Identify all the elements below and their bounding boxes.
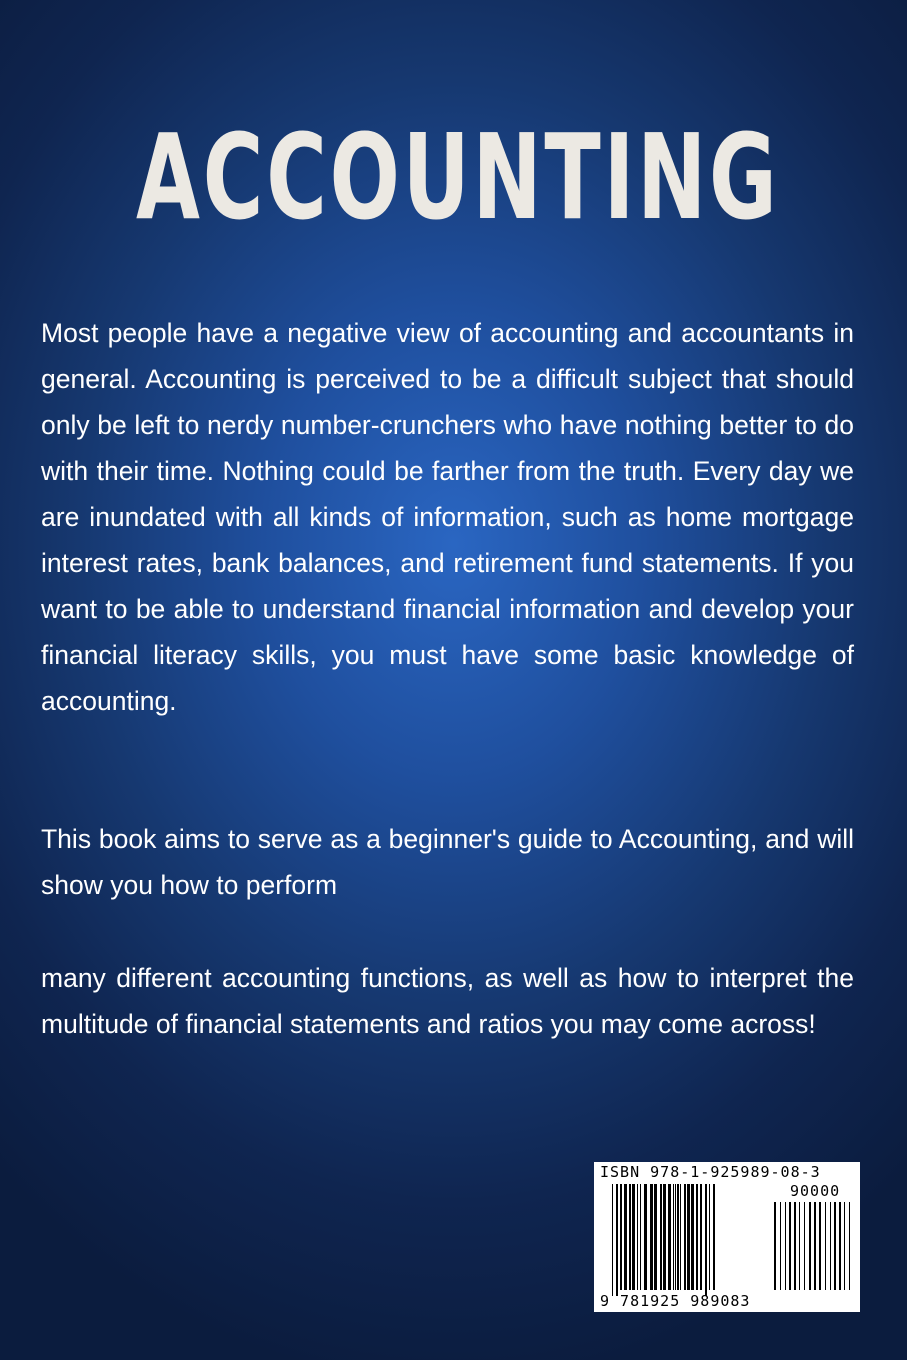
addon-bar <box>774 1202 776 1290</box>
blurb-paragraph-2: This book aims to serve as a beginner's guide to Accounting, and will show you how to perform <box>41 824 854 900</box>
barcode-bar <box>680 1184 681 1290</box>
addon-bar <box>839 1202 841 1290</box>
barcode-bar <box>637 1184 638 1290</box>
addon-bar <box>814 1202 816 1290</box>
barcode-bar <box>650 1184 653 1290</box>
barcode-bar <box>612 1184 613 1296</box>
barcode-bar <box>616 1184 618 1296</box>
barcode-bar <box>640 1184 641 1290</box>
blurb-paragraph-1: Most people have a negative view of accounting and accountants in general. Accounting is perceived to be a difficult subject that should only be left to nerdy number-crunchers who have nothing better to do with their time. Nothing could be farther from the truth. Every day we are inundated with all kinds of information, such as home mortgage interest rates, bank balances, and retirement fund statements. If you want to be able to understand financial information and develop your financial literacy skills, you must have some basic knowledge of accounting. <box>41 318 854 716</box>
barcode-bar <box>696 1184 698 1290</box>
barcode-bar <box>709 1184 710 1290</box>
book-title: ACCOUNTING <box>136 108 780 246</box>
addon-bar <box>849 1202 850 1290</box>
barcode-bar <box>654 1184 657 1290</box>
barcode-bar <box>705 1184 707 1296</box>
addon-bar <box>809 1202 811 1290</box>
barcode-bar <box>687 1184 690 1290</box>
barcode-bar <box>644 1184 647 1290</box>
barcode-bar <box>684 1184 686 1290</box>
addon-bar <box>825 1202 826 1290</box>
addon-bar <box>785 1202 786 1290</box>
barcode-bar <box>713 1184 715 1290</box>
barcode-bar <box>632 1184 635 1290</box>
barcode-bar <box>660 1184 662 1290</box>
barcode-bar <box>629 1184 631 1290</box>
barcode-bar <box>677 1184 679 1290</box>
barcode-bar <box>663 1184 666 1290</box>
barcode-bar <box>673 1184 674 1290</box>
addon-bar <box>799 1202 800 1290</box>
addon-bar <box>819 1202 821 1290</box>
addon-bar <box>794 1202 796 1290</box>
addon-bar <box>789 1202 791 1290</box>
addon-bar <box>844 1202 845 1290</box>
barcode-bar <box>691 1184 694 1290</box>
ean-digits: 9 781925 989083 <box>600 1292 751 1310</box>
barcode-bar <box>668 1184 671 1290</box>
addon-bar <box>780 1202 781 1290</box>
isbn-barcode <box>594 1162 860 1312</box>
isbn-text: ISBN 978-1-925989-08-3 <box>600 1163 821 1181</box>
addon-bar <box>830 1202 831 1290</box>
barcode-bar <box>620 1184 622 1290</box>
blurb-paragraph-3: many different accounting functions, as well as how to interpret the multitude of financial statements and ratios you may come across! <box>41 963 854 1039</box>
addon-bar <box>834 1202 836 1290</box>
barcode-bar <box>624 1184 627 1290</box>
addon-bar <box>804 1202 805 1290</box>
barcode-bar <box>675 1184 676 1290</box>
price-code: 90000 <box>790 1182 841 1200</box>
barcode-bar <box>700 1184 702 1290</box>
